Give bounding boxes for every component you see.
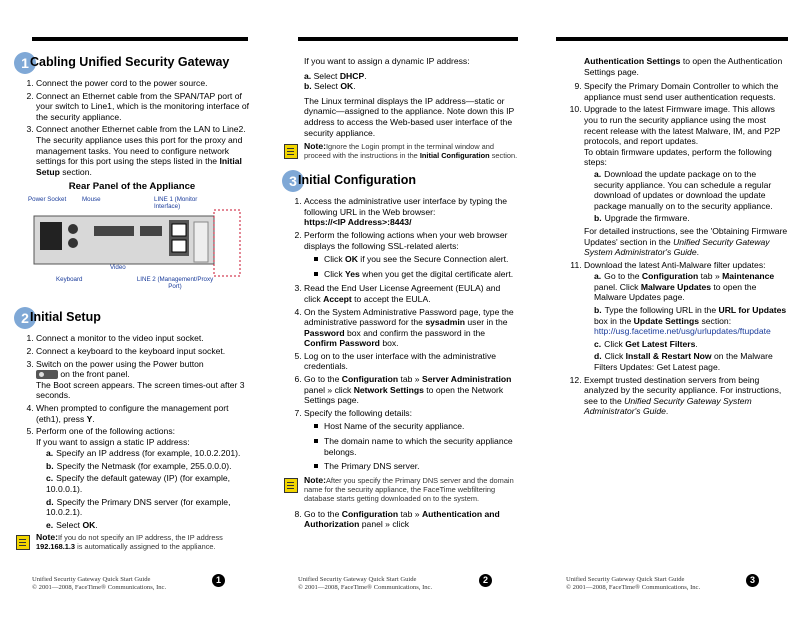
note-icon xyxy=(284,144,298,159)
list-item: e. Select OK. xyxy=(46,519,98,530)
section-heading-cabling xyxy=(14,52,250,74)
power-button-icon xyxy=(36,370,58,379)
list-item: Click Yes when you get the digital certificate alert. xyxy=(314,269,518,280)
label-line2: LINE 2 (Management/Proxy Port) xyxy=(136,276,214,291)
list-item: 2. Connect an Ethernet cable from the SPAN/TAP port of your switch to Line1, which is the monitoring interface of the security appliance. xyxy=(36,91,250,123)
initial-setup-steps xyxy=(14,333,250,530)
list-item: The Primary DNS server. xyxy=(314,461,518,472)
list-item: 5. Perform one of the following actions: If you want to assign a static IP address: a. Specify an IP address (for example, 10.0.2.201). b. Specify the Netmask (for example, 255.0.0.0). c. Specify the default gateway (IP) (for example, 10.0.0.1). d. Specify the Primary DNS server (for example, 10.0.2.1). e. Select OK. xyxy=(36,426,250,530)
list-item: 4. On the System Administrative Password page, type the administrative password for the sysadmin user in the Password box and confirm the password in the Confirm Password box. xyxy=(304,307,518,349)
page-number: 2 xyxy=(479,574,492,587)
step-number-badge: 2 xyxy=(14,307,36,329)
label-keyboard: Keyboard xyxy=(56,276,83,284)
footer: Unified Security Gateway Quick Start Guide © 2001—2008, FaceTime® Communications, Inc. xyxy=(566,576,701,592)
note-icon xyxy=(284,478,298,493)
list-item: 1. Access the administrative user interface by typing the following URL in the Web browser: https://<IP Address>:8443/ xyxy=(304,196,518,228)
page-2 xyxy=(282,0,528,621)
list-item: 3. Connect another Ethernet cable from the LAN to Line2. The security appliance uses this port for the proxy and management tasks. You need to configure network settings for this port using the steps listed in the Initial Setup section. xyxy=(36,124,250,177)
section-title: Cabling Unified Security Gateway xyxy=(30,55,230,69)
list-item: b. Specify the Netmask (for example, 255.0.0.0). xyxy=(46,460,232,471)
list-item: d. Specify the Primary DNS server (for example, 10.0.2.1). xyxy=(46,496,231,518)
page-3 xyxy=(552,0,798,621)
list-item: a. Specify an IP address (for example, 10.0.2.201). xyxy=(46,448,241,459)
dynamic-ip-intro: If you want to assign a dynamic IP address: xyxy=(304,56,470,66)
cabling-steps xyxy=(14,78,250,177)
continued-text: Authentication Settings to open the Authentication Settings page. xyxy=(584,56,783,77)
configuration-steps-continued xyxy=(552,81,788,417)
list-item: 1. Connect the power cord to the power source. xyxy=(36,78,250,89)
note-static-ip: Note:If you do not specify an IP address, the IP address 192.168.1.3 is automatically assigned to the appliance. xyxy=(14,533,250,551)
list-item: 3. Switch on the power using the Power button on the front panel. The Boot screen appears. The screen times-out after 3 seconds. xyxy=(36,359,250,401)
update-url-link[interactable]: http://usg.facetime.net/usg/urlupdates/ftupdate xyxy=(594,326,771,337)
section-heading-initial-setup xyxy=(14,307,250,329)
note-login-prompt: Note:Ignore the Login prompt in the terminal window and proceed with the instructions in the Initial Configuration section. xyxy=(282,142,518,160)
sub-steps xyxy=(36,448,250,530)
section-title: Initial Setup xyxy=(30,310,101,325)
top-rule xyxy=(32,37,248,41)
list-item: a. Select DHCP. b. Select OK. xyxy=(304,70,367,92)
label-mouse: Mouse xyxy=(82,196,101,204)
list-item: 2. Connect a keyboard to the keyboard input socket. xyxy=(36,346,250,357)
list-item: a. Download the update package on to the security appliance. You can schedule a regular download of updates or download the update package manually on to the security appliance. xyxy=(594,168,773,211)
list-item: c. Click Get Latest Filters. xyxy=(594,338,698,349)
list-item: 2. Perform the following actions when your web browser displays the following SSL-related alerts: Click OK if you see the Secure Connection alert. Click Yes when you get the digital certificate alert. xyxy=(304,230,518,279)
footer: Unified Security Gateway Quick Start Guide © 2001—2008, FaceTime® Communications, Inc. xyxy=(32,576,167,592)
top-rule xyxy=(298,37,518,41)
page-number: 3 xyxy=(746,574,759,587)
list-item: 4. When prompted to configure the management port (eth1), press Y. xyxy=(36,403,250,424)
list-item: 8. Go to the Configuration tab » Authentication and Authorization panel » click xyxy=(304,509,518,530)
step-number-badge: 3 xyxy=(282,170,304,192)
list-item: 9. Specify the Primary Domain Controller to which the appliance must send user authentication requests. xyxy=(584,81,788,102)
list-item: b. Type the following URL in the URL for Updates box in the Update Settings section: http://usg.facetime.net/usg/urlupdates/ftupdate xyxy=(594,305,787,337)
footer: Unified Security Gateway Quick Start Guide © 2001—2008, FaceTime® Communications, Inc. xyxy=(298,576,433,592)
step-number-badge: 1 xyxy=(14,52,36,74)
list-item: b. Upgrade the firmware. xyxy=(594,213,690,224)
initial-configuration-steps xyxy=(282,196,518,530)
label-line1: LINE 1 (Monitor Interface) xyxy=(154,196,198,211)
rear-panel-diagram xyxy=(14,196,250,301)
list-item: Click OK if you see the Secure Connection alert. xyxy=(314,254,518,265)
diagram-title: Rear Panel of the Appliance xyxy=(68,181,196,193)
section-title: Initial Configuration xyxy=(298,173,417,188)
list-item: a. Go to the Configuration tab » Maintenance panel. Click Malware Updates to open the Malware Updates page. xyxy=(594,271,775,303)
list-item: 3. Read the End User License Agreement (EULA) and click Accept to accept the EULA. xyxy=(304,283,518,304)
label-power-socket: Power Socket xyxy=(28,196,67,204)
list-item: Host Name of the security appliance. xyxy=(314,421,518,432)
page-number: 1 xyxy=(212,574,225,587)
list-item: d. Click Install & Restart Now on the Malware Filters Updates: Get Latest page. xyxy=(594,351,773,373)
note-icon xyxy=(16,535,30,550)
top-rule xyxy=(556,37,788,41)
page-1 xyxy=(14,0,260,621)
list-item: 12. Exempt trusted destination servers from being analyzed by the security appliance. For instructions, see to the Unified Security Gateway System Administrator's Guide. xyxy=(584,375,788,417)
list-item: 6. Go to the Configuration tab » Server Administration panel » click Network Settings to open the Network Settings page. xyxy=(304,374,518,406)
list-item: c. Specify the default gateway (IP) (for example, 10.0.0.1). xyxy=(46,473,231,495)
section-heading-initial-configuration xyxy=(282,170,518,192)
list-item: 5. Log on to the user interface with the administrative credentials. xyxy=(304,351,518,372)
list-item: 1. Connect a monitor to the video input socket. xyxy=(36,333,250,344)
linux-terminal-text: The Linux terminal displays the IP address—static or dynamic—assigned to the appliance. Note down this IP address to access the Web-based user interface of the security appliance. xyxy=(304,95,515,138)
list-item: 7. Specify the following details: Host Name of the security appliance. The domain name to which the security appliance belongs. The Primary DNS server. Note:After you specify the Primary DNS server and the domain name for the security appliance, the FaceTime webfiltering database starts getting downloaded on to the system. xyxy=(304,408,518,503)
list-item: 10. Upgrade to the latest Firmware image. This allows you to run the security appliance using the most recent release with the latest Malware, IM, and P2P protocols, and report updates. To obtain firmware updates, perform the following steps: a. Download the update package on to the security appliance. You can schedule a regular download of updates or download the update package manually on to the security appliance. b. Upgrade the firmware. For detailed instructions, see the 'Obtaining Firmware Updates' section in the Unified Security Gateway System Administrator's Guide. xyxy=(584,104,788,257)
label-video: Video xyxy=(110,264,126,272)
list-item: The domain name to which the security appliance belongs. xyxy=(314,436,518,457)
note-dns: Note:After you specify the Primary DNS server and the domain name for the security appliance, the FaceTime webfiltering database starts getting downloaded on to the system. xyxy=(282,476,518,503)
list-item: 11. Download the latest Anti-Malware filter updates: a. Go to the Configuration tab » Maintenance panel. Click Malware Updates to open the Malware Updates page. b. Type the following URL in the URL for Updates box in the Update Settings section: http://usg.facetime.net/usg/urlupdates/ftupdate c. Click Get Latest Filters. d. Click Install & Restart Now on the Malware Filters Updates: Get Latest page. xyxy=(584,260,788,373)
